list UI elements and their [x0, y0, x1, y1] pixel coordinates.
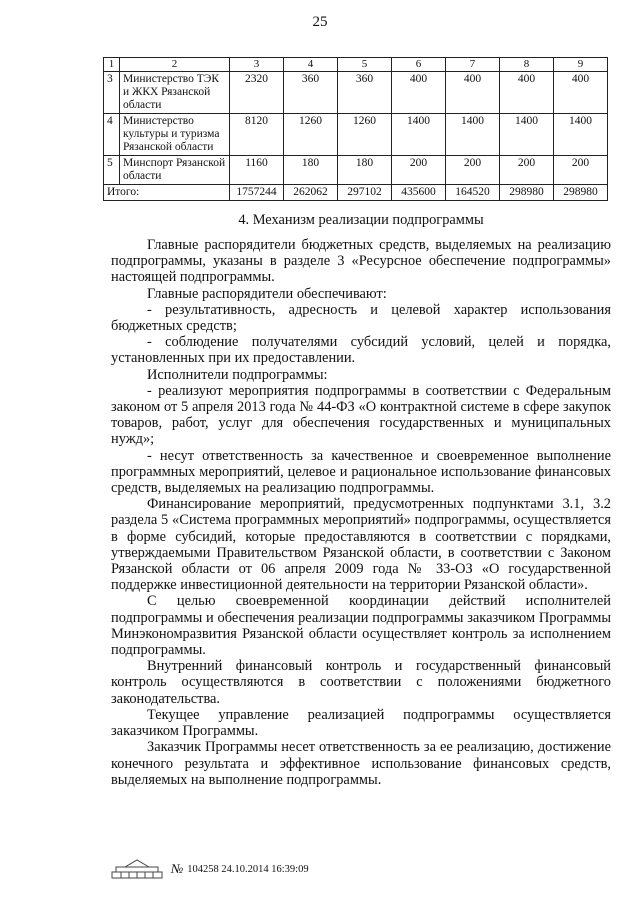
- table-row: [104, 156, 608, 185]
- paragraph: Внутренний финансовый контроль и государственный финансовый контроль осуществляются в соответствии с положениями бюджетного законодательства.: [111, 658, 611, 707]
- row-value: 200: [446, 156, 500, 185]
- paragraph: Главные распорядители бюджетных средств, выделяемых на реализацию подпрограммы, указаны в разделе 3 «Ресурсное обеспечение подпрограммы» настоящей подпрограммы.: [111, 237, 611, 286]
- paragraph: - реализуют мероприятия подпрограммы в соответствии с Федеральным законом от 5 апреля 2013 года № 44-ФЗ «О контрактной системе в сфере закупок товаров, работ, услуг для обеспечения государственных и муниципальных нужд»;: [111, 382, 611, 448]
- number-symbol: №: [171, 861, 184, 876]
- paragraph: - соблюдение получателями субсидий условий, целей и порядка, установленных при их предоставлении.: [111, 334, 611, 367]
- document-footer: [111, 858, 309, 880]
- table-header-row: [104, 58, 608, 72]
- total-value: 262062: [284, 185, 338, 201]
- total-value: 435600: [392, 185, 446, 201]
- paragraph: Заказчик Программы несет ответственность за ее реализацию, достижение конечного результата и эффективное использование финансовых средств, выделяемых на выполнение подпрограммы.: [111, 739, 611, 788]
- registration-stamp: 104258 24.10.2014 16:39:09: [187, 863, 309, 875]
- row-value: 8120: [230, 114, 284, 156]
- paragraph: С целью своевременной координации действий исполнителей подпрограммы и обеспечения реализации подпрограммы заказчиком Программы Минэкономразвития Рязанской области осуществляет контроль за исполнением подпрограммы.: [111, 593, 611, 659]
- section-heading: 4. Механизм реализации подпрограммы: [238, 212, 484, 228]
- row-value: 1400: [446, 114, 500, 156]
- paragraph: Исполнители подпрограммы:: [147, 366, 328, 383]
- paragraph: - результативность, адресность и целевой характер использования бюджетных средств;: [111, 301, 611, 335]
- total-label: Итого:: [104, 185, 230, 201]
- total-value: 164520: [446, 185, 500, 201]
- section-body: [111, 212, 611, 788]
- row-value: 2320: [230, 72, 284, 114]
- table-header-cell: 4: [284, 58, 338, 72]
- table-header-cell: 5: [338, 58, 392, 72]
- row-value: 1260: [284, 114, 338, 156]
- table-header-cell: 9: [554, 58, 608, 72]
- total-value: 297102: [338, 185, 392, 201]
- total-value: 1757244: [230, 185, 284, 201]
- row-value: 200: [554, 156, 608, 185]
- row-value: 1400: [500, 114, 554, 156]
- table-total-row: [104, 185, 608, 201]
- table-row: [104, 114, 608, 156]
- row-name: Минспорт Рязанской области: [120, 156, 230, 185]
- budget-table: [103, 57, 608, 201]
- row-value: 1260: [338, 114, 392, 156]
- government-seal-logo-icon: [111, 858, 163, 880]
- row-value: 180: [284, 156, 338, 185]
- row-number: 4: [104, 114, 120, 156]
- row-value: 360: [338, 72, 392, 114]
- row-value: 200: [500, 156, 554, 185]
- row-value: 360: [284, 72, 338, 114]
- row-name: Министерство культуры и туризма Рязанской области: [120, 114, 230, 156]
- row-value: 400: [500, 72, 554, 114]
- paragraph: - несут ответственность за качественное и своевременное выполнение программных мероприятий, целевое и рациональное использование финансовых средств, выделяемых на реализацию подпрограммы.: [111, 447, 611, 497]
- row-number: 3: [104, 72, 120, 114]
- paragraph: Главные распорядители обеспечивают:: [147, 285, 387, 302]
- table-header-cell: 3: [230, 58, 284, 72]
- row-name: Министерство ТЭК и ЖКХ Рязанской области: [120, 72, 230, 114]
- row-value: 1160: [230, 156, 284, 185]
- table-header-cell: 8: [500, 58, 554, 72]
- page-number: 25: [312, 14, 328, 30]
- total-value: 298980: [554, 185, 608, 201]
- row-number: 5: [104, 156, 120, 185]
- table-header-cell: 2: [120, 58, 230, 72]
- table-row: [104, 72, 608, 114]
- row-value: 200: [392, 156, 446, 185]
- total-value: 298980: [500, 185, 554, 201]
- row-value: 400: [554, 72, 608, 114]
- row-value: 1400: [554, 114, 608, 156]
- table-header-cell: 7: [446, 58, 500, 72]
- table-header-cell: 6: [392, 58, 446, 72]
- row-value: 180: [338, 156, 392, 185]
- paragraph: Текущее управление реализацией подпрограммы осуществляется заказчиком Программы.: [111, 706, 611, 740]
- paragraph: Финансирование мероприятий, предусмотренных подпунктами 3.1, 3.2 раздела 5 «Система программных мероприятий» подпрограммы, осуществляется в форме субсидий, которые предоставляются в соответствии с порядками, утверждаемыми Правительством Рязанской области, в соответствии с Законом Рязанской области от 06 апреля 2009 года № 33-ОЗ «О государственной поддержке инвестиционной деятельности на территории Рязанской области».: [111, 496, 611, 594]
- table-header-cell: 1: [104, 58, 120, 72]
- row-value: 1400: [392, 114, 446, 156]
- row-value: 400: [392, 72, 446, 114]
- row-value: 400: [446, 72, 500, 114]
